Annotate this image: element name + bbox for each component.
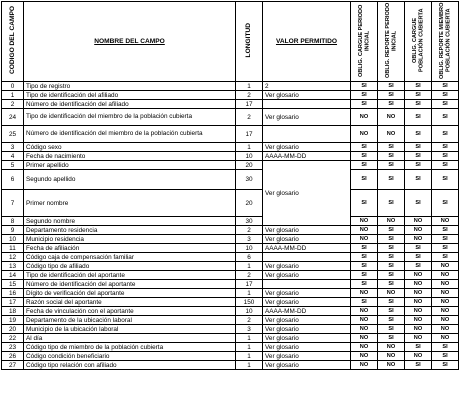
header-longitud-label: LONGITUD	[245, 23, 253, 58]
cell-valor: Ver glosario	[263, 352, 351, 361]
table-row	[2, 226, 459, 235]
table-row	[2, 190, 459, 217]
cell-oblig-1: SI	[351, 170, 378, 190]
cell-nombre: Razón social del aportante	[24, 298, 236, 307]
cell-oblig-2: SI	[378, 298, 405, 307]
cell-oblig-3: SI	[405, 343, 432, 352]
cell-oblig-3: NO	[405, 217, 432, 226]
cell-nombre: Primer nombre	[24, 190, 236, 217]
cell-valor: AAAA-MM-DD	[263, 307, 351, 316]
cell-valor: Ver glosario	[263, 91, 351, 100]
table-row	[2, 334, 459, 343]
cell-valor: Ver glosario	[263, 289, 351, 298]
cell-oblig-4: SI	[432, 126, 459, 143]
cell-oblig-3: SI	[405, 170, 432, 190]
cell-oblig-3: NO	[405, 307, 432, 316]
table-row	[2, 244, 459, 253]
cell-oblig-2: SI	[378, 271, 405, 280]
cell-codigo: 0	[2, 82, 24, 91]
cell-longitud: 2	[236, 271, 263, 280]
cell-codigo: 6	[2, 170, 24, 190]
table-row	[2, 82, 459, 91]
cell-longitud: 150	[236, 298, 263, 307]
cell-valor: Ver glosario	[263, 325, 351, 334]
cell-oblig-3: SI	[405, 161, 432, 170]
cell-oblig-1: NO	[351, 289, 378, 298]
cell-oblig-2: SI	[378, 226, 405, 235]
cell-valor	[263, 280, 351, 289]
cell-valor: Ver glosario	[263, 334, 351, 343]
cell-oblig-4: SI	[432, 361, 459, 370]
cell-oblig-4: SI	[432, 226, 459, 235]
cell-codigo: 13	[2, 262, 24, 271]
cell-oblig-4: SI	[432, 352, 459, 361]
cell-codigo: 24	[2, 109, 24, 126]
table-row	[2, 343, 459, 352]
cell-longitud: 20	[236, 190, 263, 217]
cell-codigo: 20	[2, 325, 24, 334]
cell-oblig-4: SI	[432, 109, 459, 126]
cell-nombre: Fecha de afiliación	[24, 244, 236, 253]
cell-oblig-3: NO	[405, 352, 432, 361]
cell-oblig-1: SI	[351, 91, 378, 100]
cell-oblig-1: NO	[351, 307, 378, 316]
cell-oblig-2: SI	[378, 143, 405, 152]
cell-nombre: Código tipo de miembro de la población cubierta	[24, 343, 236, 352]
cell-longitud: 10	[236, 307, 263, 316]
table-row	[2, 280, 459, 289]
table-row	[2, 126, 459, 143]
cell-oblig-1: SI	[351, 298, 378, 307]
cell-oblig-4: NO	[432, 289, 459, 298]
cell-oblig-1: SI	[351, 152, 378, 161]
cell-oblig-3: SI	[405, 91, 432, 100]
cell-nombre: Código tipo relación con afiliado	[24, 361, 236, 370]
cell-nombre: Código caja de compensación familiar	[24, 253, 236, 262]
cell-codigo: 17	[2, 298, 24, 307]
cell-nombre: Primer apellido	[24, 161, 236, 170]
cell-oblig-1: SI	[351, 82, 378, 91]
cell-nombre: Departamento residencia	[24, 226, 236, 235]
cell-oblig-2: SI	[378, 253, 405, 262]
cell-oblig-4: SI	[432, 170, 459, 190]
cell-oblig-3: SI	[405, 361, 432, 370]
cell-oblig-2: SI	[378, 152, 405, 161]
cell-longitud: 1	[236, 82, 263, 91]
table-row	[2, 100, 459, 109]
cell-valor: Ver glosario	[263, 343, 351, 352]
cell-oblig-2: SI	[378, 190, 405, 217]
table-row	[2, 235, 459, 244]
cell-valor: Ver glosario	[263, 271, 351, 280]
cell-oblig-3: SI	[405, 253, 432, 262]
cell-nombre: Tipo de registro	[24, 82, 236, 91]
header-c2-label: OBLIG. REPORTE PERIODO INICIAL	[384, 2, 397, 79]
cell-codigo: 22	[2, 334, 24, 343]
cell-oblig-2: SI	[378, 82, 405, 91]
cell-nombre: Tipo de identificación del afiliado	[24, 91, 236, 100]
cell-oblig-2: SI	[378, 334, 405, 343]
cell-nombre: Municipio de la ubicación laboral	[24, 325, 236, 334]
cell-longitud: 30	[236, 170, 263, 190]
cell-oblig-1: NO	[351, 226, 378, 235]
cell-nombre: Número de identificación del miembro de la población cubierta	[24, 126, 236, 143]
cell-oblig-1: SI	[351, 271, 378, 280]
cell-longitud: 2	[236, 91, 263, 100]
cell-oblig-3: NO	[405, 316, 432, 325]
header-codigo	[2, 2, 24, 82]
cell-oblig-2: SI	[378, 235, 405, 244]
cell-oblig-3: SI	[405, 244, 432, 253]
cell-oblig-4: SI	[432, 161, 459, 170]
cell-oblig-1: SI	[351, 253, 378, 262]
cell-oblig-3: NO	[405, 226, 432, 235]
cell-longitud: 2	[236, 109, 263, 126]
cell-oblig-3: NO	[405, 325, 432, 334]
cell-valor-merged: Ver glosario	[263, 161, 351, 226]
cell-codigo: 26	[2, 352, 24, 361]
table-row	[2, 289, 459, 298]
header-longitud	[236, 2, 263, 82]
table-row	[2, 307, 459, 316]
table-row	[2, 161, 459, 170]
cell-oblig-1: SI	[351, 280, 378, 289]
cell-oblig-4: SI	[432, 152, 459, 161]
cell-nombre: Fecha de nacimiento	[24, 152, 236, 161]
cell-oblig-1: NO	[351, 235, 378, 244]
cell-codigo: 19	[2, 316, 24, 325]
cell-oblig-2: SI	[378, 307, 405, 316]
cell-longitud: 1	[236, 352, 263, 361]
table-row	[2, 152, 459, 161]
cell-codigo: 14	[2, 271, 24, 280]
cell-longitud: 3	[236, 235, 263, 244]
header-codigo-label: CODIGO DEL CAMPO	[8, 6, 16, 75]
cell-valor: 2	[263, 82, 351, 91]
cell-valor: AAAA-MM-DD	[263, 244, 351, 253]
cell-oblig-2: NO	[378, 343, 405, 352]
cell-codigo: 18	[2, 307, 24, 316]
cell-longitud: 20	[236, 161, 263, 170]
cell-longitud: 17	[236, 280, 263, 289]
cell-oblig-3: NO	[405, 298, 432, 307]
cell-oblig-4: NO	[432, 298, 459, 307]
cell-oblig-4: NO	[432, 280, 459, 289]
cell-valor	[263, 100, 351, 109]
table-row	[2, 91, 459, 100]
header-valor: VALOR PERMITIDO	[263, 2, 351, 82]
cell-longitud: 10	[236, 244, 263, 253]
cell-oblig-2: SI	[378, 170, 405, 190]
cell-oblig-3: SI	[405, 152, 432, 161]
cell-oblig-3: NO	[405, 271, 432, 280]
cell-oblig-4: SI	[432, 190, 459, 217]
table-row	[2, 298, 459, 307]
cell-codigo: 8	[2, 217, 24, 226]
cell-oblig-4: NO	[432, 325, 459, 334]
cell-oblig-2: SI	[378, 100, 405, 109]
table-row	[2, 325, 459, 334]
cell-oblig-3: SI	[405, 190, 432, 217]
cell-codigo: 27	[2, 361, 24, 370]
cell-nombre: Segundo nombre	[24, 217, 236, 226]
cell-oblig-2: SI	[378, 325, 405, 334]
cell-codigo: 5	[2, 161, 24, 170]
table-row	[2, 217, 459, 226]
table-row	[2, 170, 459, 190]
cell-codigo: 16	[2, 289, 24, 298]
cell-oblig-4: SI	[432, 253, 459, 262]
cell-oblig-2: NO	[378, 289, 405, 298]
cell-nombre: Número de identificación del afiliado	[24, 100, 236, 109]
cell-longitud: 1	[236, 289, 263, 298]
cell-longitud: 10	[236, 152, 263, 161]
cell-nombre: Código condición beneficiario	[24, 352, 236, 361]
cell-oblig-2: SI	[378, 280, 405, 289]
cell-valor: Ver glosario	[263, 262, 351, 271]
cell-oblig-3: NO	[405, 289, 432, 298]
cell-codigo: 3	[2, 143, 24, 152]
cell-oblig-4: SI	[432, 235, 459, 244]
cell-codigo: 25	[2, 126, 24, 143]
cell-valor	[263, 126, 351, 143]
cell-oblig-1: SI	[351, 244, 378, 253]
cell-valor: Ver glosario	[263, 361, 351, 370]
table-row	[2, 316, 459, 325]
cell-oblig-2: SI	[378, 161, 405, 170]
cell-longitud: 17	[236, 126, 263, 143]
header-row	[2, 2, 459, 82]
cell-oblig-2: NO	[378, 126, 405, 143]
cell-oblig-2: SI	[378, 91, 405, 100]
cell-codigo: 12	[2, 253, 24, 262]
cell-longitud: 1	[236, 334, 263, 343]
cell-oblig-2: NO	[378, 217, 405, 226]
cell-valor: Ver glosario	[263, 143, 351, 152]
cell-valor: AAAA-MM-DD	[263, 152, 351, 161]
cell-longitud: 1	[236, 262, 263, 271]
header-oblig-cargue-inicial	[351, 2, 378, 82]
header-nombre: NOMBRE DEL CAMPO	[24, 2, 236, 82]
cell-longitud: 3	[236, 325, 263, 334]
cell-nombre: Departamento de la ubicación laboral	[24, 316, 236, 325]
header-c4-label: OBLIG. REPORTE MIEMBRO POBLACIÓN CUBIERTA	[438, 2, 451, 79]
header-c1-label: OBLIG. CARGUE PERIODO INICIAL	[357, 4, 370, 77]
cell-oblig-4: SI	[432, 343, 459, 352]
cell-codigo: 2	[2, 100, 24, 109]
cell-nombre: Código sexo	[24, 143, 236, 152]
cell-oblig-3: NO	[405, 235, 432, 244]
cell-nombre: Tipo de identificación del aportante	[24, 271, 236, 280]
cell-oblig-1: NO	[351, 109, 378, 126]
header-oblig-reporte-miembro	[432, 2, 459, 82]
cell-oblig-1: SI	[351, 262, 378, 271]
cell-oblig-1: NO	[351, 217, 378, 226]
cell-oblig-4: SI	[432, 91, 459, 100]
cell-oblig-4: SI	[432, 244, 459, 253]
cell-oblig-2: SI	[378, 316, 405, 325]
cell-codigo: 10	[2, 235, 24, 244]
cell-oblig-3: SI	[405, 126, 432, 143]
cell-valor: Ver glosario	[263, 226, 351, 235]
cell-oblig-3: NO	[405, 334, 432, 343]
cell-oblig-4: SI	[432, 143, 459, 152]
header-c3-label: OBLIG. CARGUE POBLACIÓN CUBIERTA	[411, 8, 424, 73]
cell-nombre: Código tipo de afiliado	[24, 262, 236, 271]
cell-oblig-3: SI	[405, 100, 432, 109]
cell-longitud: 17	[236, 100, 263, 109]
cell-oblig-4: SI	[432, 82, 459, 91]
cell-oblig-1: NO	[351, 343, 378, 352]
cell-oblig-2: SI	[378, 244, 405, 253]
table-row	[2, 361, 459, 370]
field-spec-table	[1, 1, 459, 370]
cell-oblig-1: NO	[351, 316, 378, 325]
cell-valor: Ver glosario	[263, 298, 351, 307]
cell-nombre: Municipio residencia	[24, 235, 236, 244]
cell-oblig-3: NO	[405, 280, 432, 289]
cell-oblig-4: SI	[432, 100, 459, 109]
table-body	[2, 82, 459, 370]
cell-valor: Ver glosario	[263, 316, 351, 325]
cell-codigo: 7	[2, 190, 24, 217]
cell-codigo: 1	[2, 91, 24, 100]
cell-oblig-1: SI	[351, 161, 378, 170]
table-row	[2, 262, 459, 271]
cell-oblig-4: NO	[432, 262, 459, 271]
cell-longitud: 1	[236, 143, 263, 152]
cell-oblig-2: NO	[378, 361, 405, 370]
cell-oblig-1: NO	[351, 126, 378, 143]
cell-oblig-4: NO	[432, 334, 459, 343]
cell-oblig-3: SI	[405, 82, 432, 91]
cell-oblig-1: NO	[351, 325, 378, 334]
cell-oblig-2: NO	[378, 352, 405, 361]
cell-oblig-1: SI	[351, 190, 378, 217]
cell-codigo: 15	[2, 280, 24, 289]
cell-nombre: Tipo de identificación del miembro de la población cubierta	[24, 109, 236, 126]
cell-oblig-1: SI	[351, 143, 378, 152]
cell-nombre: Número de identificación del aportante	[24, 280, 236, 289]
cell-oblig-3: SI	[405, 109, 432, 126]
table-row	[2, 271, 459, 280]
cell-longitud: 1	[236, 361, 263, 370]
cell-oblig-1: NO	[351, 352, 378, 361]
cell-oblig-1: NO	[351, 334, 378, 343]
cell-longitud: 6	[236, 253, 263, 262]
cell-nombre: Segundo apellido	[24, 170, 236, 190]
field-table-container	[1, 1, 459, 370]
cell-longitud: 2	[236, 226, 263, 235]
cell-nombre: Dígito de verificación del aportante	[24, 289, 236, 298]
cell-longitud: 2	[236, 316, 263, 325]
cell-oblig-3: SI	[405, 143, 432, 152]
cell-oblig-4: NO	[432, 316, 459, 325]
cell-codigo: 11	[2, 244, 24, 253]
table-row	[2, 143, 459, 152]
table-row	[2, 109, 459, 126]
cell-oblig-4: NO	[432, 307, 459, 316]
cell-nombre: Fecha de vinculación con el aportante	[24, 307, 236, 316]
cell-nombre: Al día	[24, 334, 236, 343]
cell-oblig-2: NO	[378, 109, 405, 126]
cell-valor	[263, 253, 351, 262]
cell-longitud: 30	[236, 217, 263, 226]
cell-oblig-1: NO	[351, 361, 378, 370]
cell-valor: Ver glosario	[263, 109, 351, 126]
cell-longitud: 1	[236, 343, 263, 352]
table-row	[2, 253, 459, 262]
cell-oblig-3: SI	[405, 262, 432, 271]
cell-codigo: 4	[2, 152, 24, 161]
cell-codigo: 23	[2, 343, 24, 352]
cell-oblig-4: NO	[432, 217, 459, 226]
cell-oblig-4: NO	[432, 271, 459, 280]
cell-oblig-1: SI	[351, 100, 378, 109]
header-oblig-reporte-inicial	[378, 2, 405, 82]
header-oblig-cargue-poblacion	[405, 2, 432, 82]
cell-codigo: 9	[2, 226, 24, 235]
table-row	[2, 352, 459, 361]
cell-oblig-2: SI	[378, 262, 405, 271]
cell-valor: Ver glosario	[263, 235, 351, 244]
